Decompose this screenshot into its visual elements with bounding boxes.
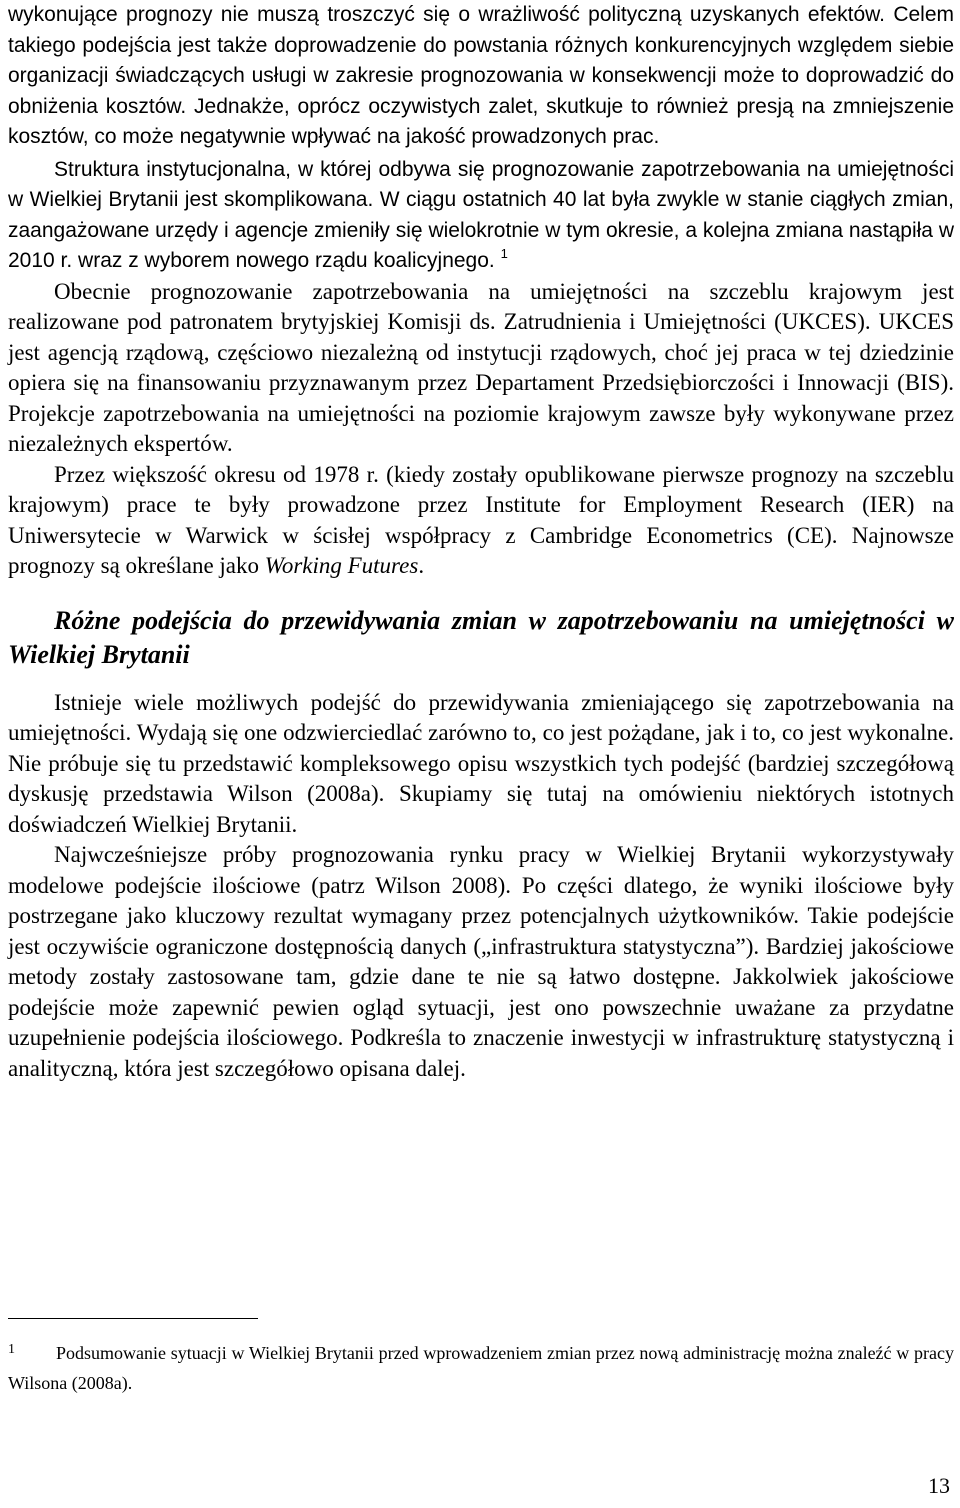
structure-paragraph [8, 155, 954, 277]
working-futures-title: Working Futures [264, 553, 419, 578]
intro-paragraph: wykonujące prognozy nie muszą troszczyć się o wrażliwość polityczną uzyskanych efektów. Celem takiego podejścia jest także doprowadzenie do powstania różnych konkurencyjnych względem siebie organizacji świadczących usługi w zakresie prognozowania w konsekwencji może to doprowadzić do obniżenia kosztów. Jednakże, oprócz oczywistych zalet, skutkuje to również presją na zmniejszenie kosztów, co może negatywnie wpływać na jakość prowadzonych prac. [8, 3, 954, 148]
earliest-attempts-paragraph: Najwcześniejsze próby prognozowania rynku pracy w Wielkiej Brytanii wykorzystywały modelowe podejście ilościowe (patrz Wilson 2008). Po części dlatego, że wyniki ilościowe były postrzegane jako kluczowy rezultat wymagany przez potencjalnych użytkowników. Takie podejście jest oczywiście ograniczone dostępnością danych („infrastruktura statystyczna”). Bardziej jakościowe metody zostały zastosowane tam, gdzie dane te nie są łatwo dostępne. Jakkolwiek jakościowe podejście może zapewnić pewien ogląd sytuacji, jest ono powszechnie uważane za przydatne uzupełnienie podejścia ilościowego. Podkreśla to znaczenie inwestycji w infrastrukturę statystyczną i analityczną, która jest szczegółowo opisana dalej. [8, 842, 954, 1081]
approaches-paragraph: Istnieje wiele możliwych podejść do przewidywania zmieniającego się zapotrzebowania na umiejętności. Wydają się one odzwierciedlać zarówno to, co jest pożądane, jak i to, co jest wykonalne. Nie próbuje się tu przedstawić kompleksowego opisu wszystkich tych podejść (bardziej szczegółową dyskusję przedstawia Wilson (2008a). Skupiamy się tutaj na omówieniu niektórych istotnych doświadczeń Wielkiej Brytanii. [8, 689, 954, 837]
footnote-divider [8, 1318, 258, 1319]
page-number: 13 [928, 1473, 950, 1498]
structure-paragraph-text: Struktura instytucjonalna, w której odbywa się prognozowanie zapotrzebowania na umiejętności w Wielkiej Brytanii jest skomplikowana. W ciągu ostatnich 40 lat była zwykle w stanie ciągłych zmian, zaangażowane urzędy i agencje zmieniły się wielokrotnie w tym okresie, a kolejna zmiana nastąpiła w 2010 r. wraz z wyborem nowego rządu koalicyjnego. [8, 157, 954, 272]
section-heading: Różne podejścia do przewidywania zmian w zapotrzebowaniu na umiejętności w Wielkiej Brytanii [8, 605, 954, 669]
footnote-reference[interactable]: 1 [500, 246, 508, 261]
history-paragraph [8, 460, 954, 582]
history-paragraph-end: . [418, 553, 425, 578]
page-body [8, 0, 954, 1084]
ukces-paragraph: Obecnie prognozowanie zapotrzebowania na umiejętności na szczeblu krajowym jest realizowane pod patronatem brytyjskiej Komisji ds. Zatrudnienia i Umiejętności (UKCES). UKCES jest agencją rządową, częściowo niezależną od instytucji rządowych, choć jej praca w tej dziedzinie opiera się na finansowaniu przyznawanym przez Departament Przedsiębiorczości i Innowacji (BIS). Projekcje zapotrzebowania na umiejętności na poziomie krajowym zawsze były wykonywane przez niezależnych ekspertów. [8, 278, 954, 456]
footnote-text: Podsumowanie sytuacji w Wielkiej Brytanii przed wprowadzeniem zmian przez nową administrację można znaleźć w pracy Wilsona (2008a). [8, 1343, 954, 1393]
history-paragraph-text: Przez większość okresu od 1978 r. (kiedy zostały opublikowane pierwsze prognozy na szczeblu krajowym) prace te były prowadzone przez Institute for Employment Research (IER) na Uniwersytecie w Warwick w ścisłej współpracy z Cambridge Econometrics (CE). Najnowsze prognozy są określane jako [8, 461, 954, 578]
footnote: 1 Podsumowanie sytuacji w Wielkiej Brytanii przed wprowadzeniem zmian przez nową administrację można znaleźć w pracy Wilsona (2008a). [8, 1342, 954, 1393]
